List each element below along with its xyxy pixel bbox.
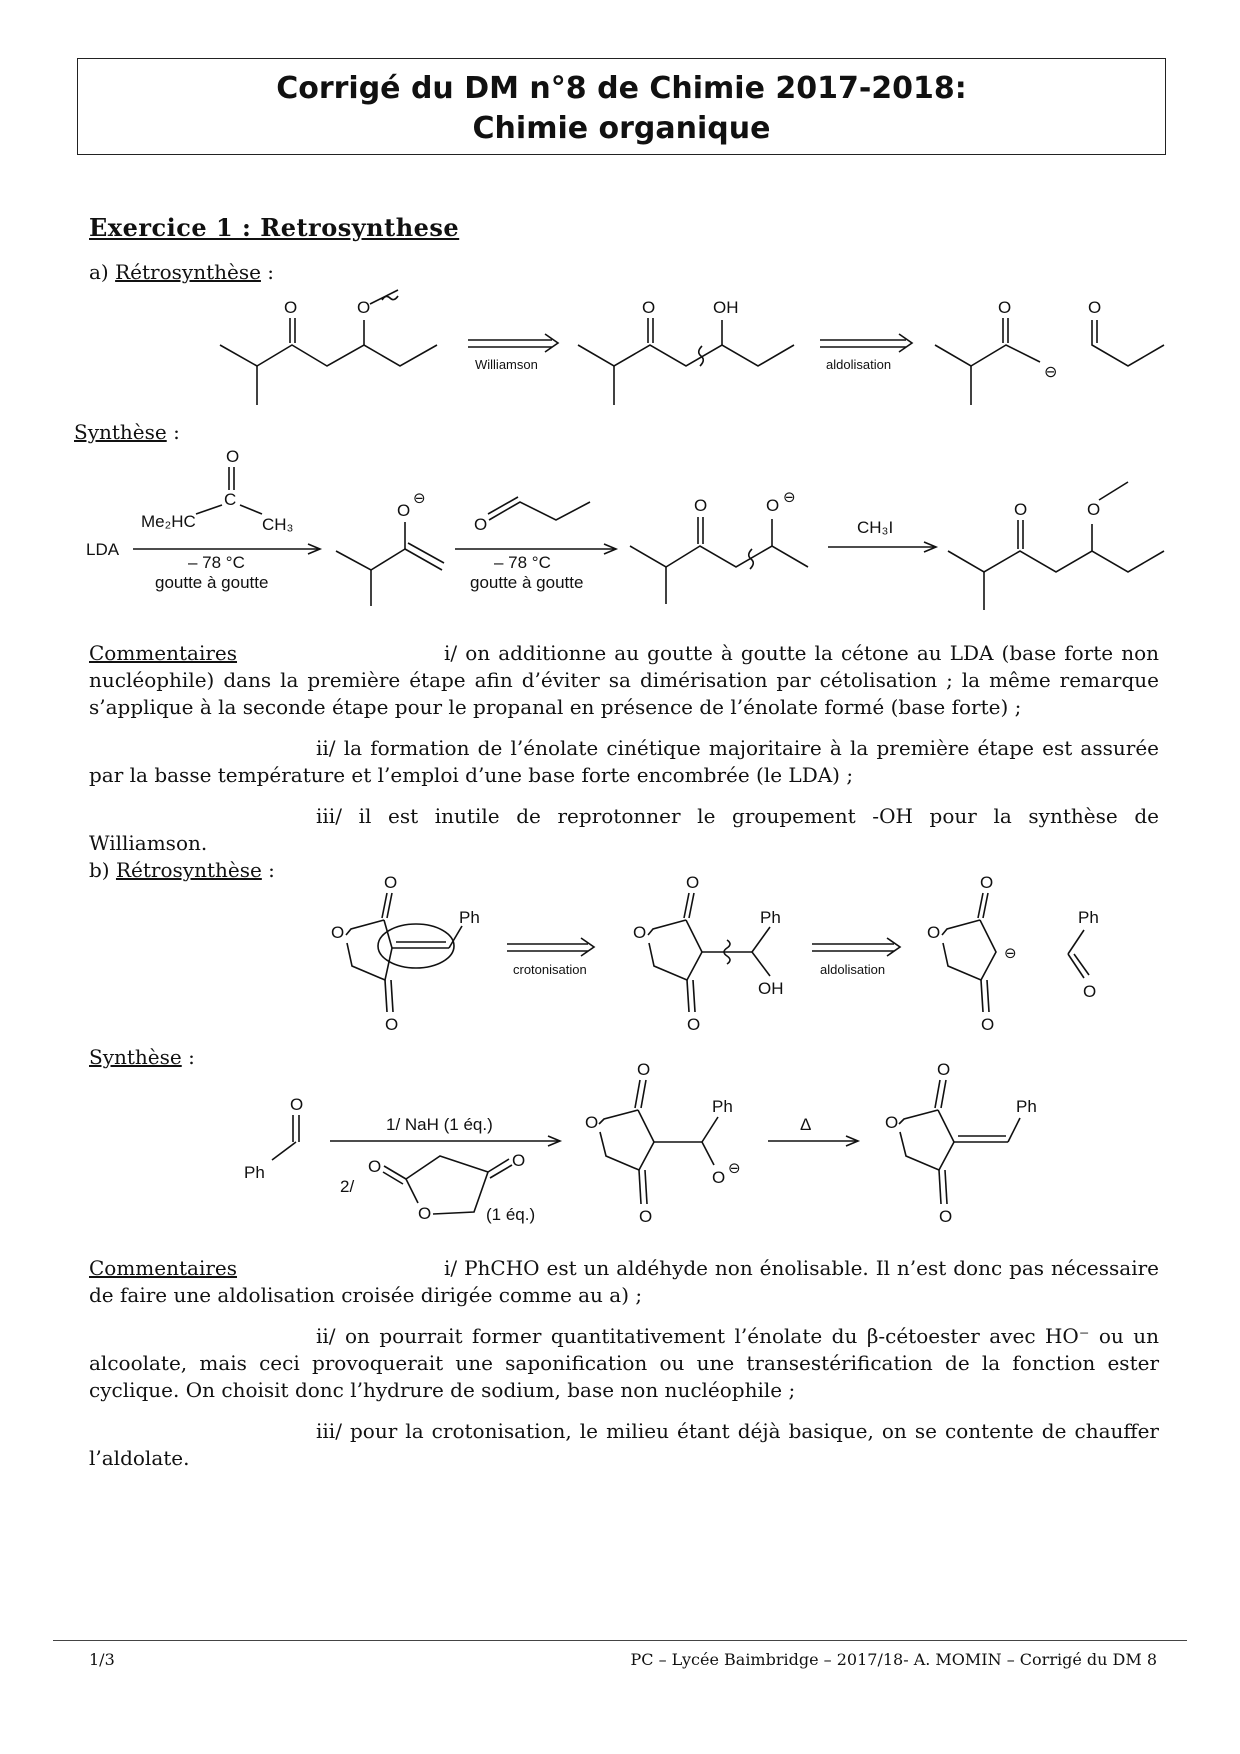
atom-o: O bbox=[980, 873, 994, 892]
atom-o: O bbox=[1014, 500, 1028, 519]
atom-o: O bbox=[284, 298, 298, 317]
page-subtitle: Chimie organique bbox=[472, 111, 771, 146]
part-b-comment-2: ii/ on pourrait former quantitativement l’énolate du β-cétoester avec HO⁻ ou un alcoolate, mais ceci provoquerait une saponification ou une transestérification de la fonction ester cyclique. On choisit donc l’hydrure de sodium, base non nucléophile ; bbox=[89, 1324, 1159, 1402]
atom-o: O bbox=[512, 1151, 526, 1170]
negative-charge: ⊖ bbox=[413, 490, 426, 507]
page-title: Corrigé du DM n°8 de Chimie 2017-2018: bbox=[276, 71, 967, 106]
reagent-ch3i: CH₃I bbox=[857, 518, 894, 537]
footer-page-number: 1/3 bbox=[89, 1650, 115, 1669]
atom-o: O bbox=[637, 1060, 651, 1079]
part-b-comment-3: iii/ pour la crotonisation, le milieu étant déjà basique, on se contente de chauffer l’aldolate. bbox=[89, 1419, 1159, 1470]
part-a-comment-1: Commentaires i/ on additionne au goutte à goutte la cétone au LDA (base forte non nucléophile) dans la première étape afin d’éviter sa dimérisation par cétolisation ; la même remarque s’applique à la seconde étape pour le propanal en présence de l’énolate formé (base forte) ; bbox=[89, 641, 1159, 719]
atom-o: O bbox=[1087, 500, 1101, 519]
step-1-nah: 1/ NaH (1 éq.) bbox=[386, 1115, 493, 1134]
atom-o: O bbox=[357, 298, 371, 317]
part-b-retro-label: b) Rétrosynthèse : bbox=[89, 858, 275, 882]
step-2-label: 2/ bbox=[340, 1177, 355, 1196]
arrow-label-crotonisation: crotonisation bbox=[513, 962, 587, 977]
phenyl-label: Ph bbox=[1078, 908, 1099, 927]
atom-o: O bbox=[639, 1207, 653, 1226]
atom-o: O bbox=[687, 1015, 701, 1034]
condition-dropwise: goutte à goutte bbox=[155, 573, 269, 592]
footer-course-info: PC – Lycée Baimbridge – 2017/18- A. MOMIN – Corrigé du DM 8 bbox=[630, 1650, 1157, 1669]
equivalent-label: (1 éq.) bbox=[486, 1205, 536, 1224]
phenyl-label: Ph bbox=[760, 908, 781, 927]
atom-o: O bbox=[694, 496, 708, 515]
arrow-label-aldolisation: aldolisation bbox=[820, 962, 886, 977]
atom-o: O bbox=[1083, 982, 1097, 1001]
atom-o: O bbox=[384, 873, 398, 892]
atom-o: O bbox=[633, 923, 647, 942]
part-b-synth-label: Synthèse : bbox=[89, 1045, 195, 1069]
atom-o: O bbox=[939, 1207, 953, 1226]
reagent-lda: LDA bbox=[86, 540, 120, 559]
exercise-heading: Exercice 1 : Retrosynthese bbox=[89, 213, 460, 242]
atom-o: O bbox=[981, 1015, 995, 1034]
phenyl-label: Ph bbox=[244, 1163, 265, 1182]
atom-o: O bbox=[331, 923, 345, 942]
condition-temp: – 78 °C bbox=[494, 553, 551, 572]
negative-charge: ⊖ bbox=[1004, 945, 1017, 962]
atom-o: O bbox=[686, 873, 700, 892]
atom-o: O bbox=[766, 496, 780, 515]
arrow-label-williamson: Williamson bbox=[475, 357, 538, 372]
atom-o: O bbox=[885, 1113, 899, 1132]
atom-o: O bbox=[712, 1168, 726, 1187]
part-a-comment-3: iii/ il est inutile de reprotonner le groupement -OH pour la synthèse de Williamson. bbox=[89, 804, 1159, 855]
part-b-comment-1: Commentaires i/ PhCHO est un aldéhyde non énolisable. Il n’est donc pas nécessaire de faire une aldolisation croisée dirigée comme au a) ; bbox=[89, 1256, 1159, 1307]
part-a-synth-label: Synthèse : bbox=[74, 420, 180, 444]
footer-divider bbox=[53, 1640, 1187, 1641]
atom-o: O bbox=[418, 1204, 432, 1223]
negative-charge: ⊖ bbox=[1044, 364, 1058, 381]
atom-o: O bbox=[585, 1113, 599, 1132]
ketone-ch3: CH₃ bbox=[262, 515, 294, 534]
negative-charge: ⊖ bbox=[783, 489, 796, 506]
atom-c: C bbox=[224, 490, 237, 509]
atom-o: O bbox=[937, 1060, 951, 1079]
atom-o: O bbox=[474, 515, 488, 534]
part-a-comment-2: ii/ la formation de l’énolate cinétique majoritaire à la première étape est assurée par la basse température et l’emploi d’une base forte encombrée (le LDA) ; bbox=[89, 736, 1159, 787]
atom-o: O bbox=[927, 923, 941, 942]
atom-o: O bbox=[290, 1095, 304, 1114]
atom-o: O bbox=[642, 298, 656, 317]
atom-o: O bbox=[998, 298, 1012, 317]
condition-temp: – 78 °C bbox=[188, 553, 245, 572]
phenyl-label: Ph bbox=[459, 908, 480, 927]
phenyl-label: Ph bbox=[712, 1097, 733, 1116]
arrow-label-aldolisation: aldolisation bbox=[826, 357, 892, 372]
part-a-retro-label: a) Rétrosynthèse : bbox=[89, 260, 275, 284]
atom-o: O bbox=[397, 501, 411, 520]
ketone-me2hc: Me₂HC bbox=[141, 512, 196, 531]
phenyl-label: Ph bbox=[1016, 1097, 1037, 1116]
atom-o: O bbox=[368, 1157, 382, 1176]
hydroxyl-label: OH bbox=[758, 979, 784, 998]
heat-delta: Δ bbox=[800, 1115, 812, 1134]
atom-oh: OH bbox=[713, 298, 739, 317]
negative-charge: ⊖ bbox=[728, 1160, 741, 1177]
atom-o: O bbox=[385, 1015, 399, 1034]
condition-dropwise: goutte à goutte bbox=[470, 573, 584, 592]
atom-o: O bbox=[1088, 298, 1102, 317]
atom-o: O bbox=[226, 447, 240, 466]
